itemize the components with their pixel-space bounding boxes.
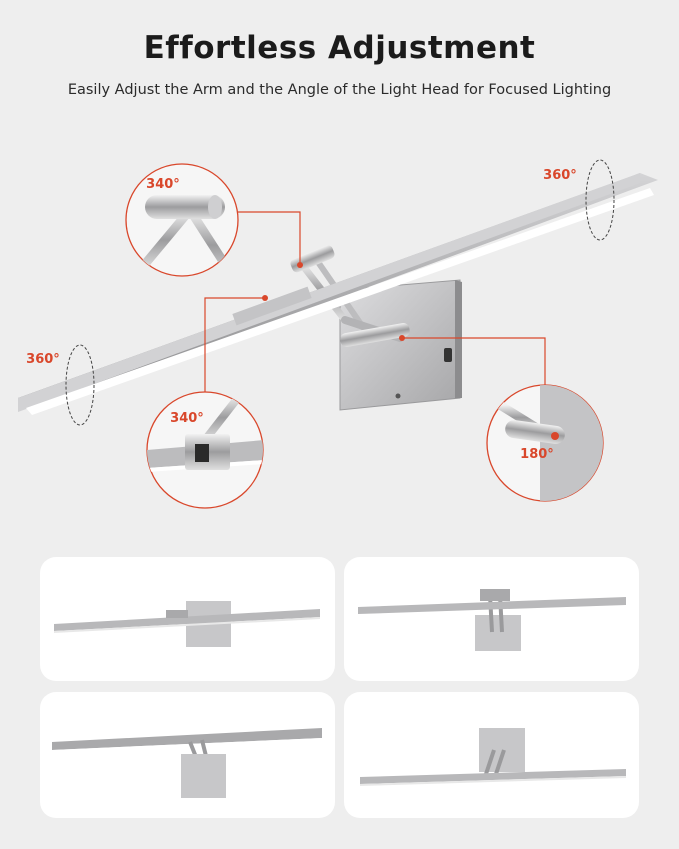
detail-circle-top-left	[126, 164, 238, 280]
lamp-image	[344, 557, 639, 681]
page-subtitle: Easily Adjust the Arm and the Angle of the Light Head for Focused Lighting	[67, 82, 612, 98]
lamp-image	[40, 692, 335, 818]
hero-illustration	[0, 140, 679, 520]
gallery-card-3	[40, 692, 335, 818]
gallery-card-1	[40, 557, 335, 681]
gallery-card-2	[344, 557, 639, 681]
page-title: Effortless Adjustment	[143, 30, 536, 66]
detail-circle-bottom-right	[487, 380, 610, 505]
gallery-card-4	[344, 692, 639, 818]
light-bar	[18, 173, 658, 415]
lamp-image	[344, 692, 639, 818]
label-bottom-left: 340°	[170, 411, 204, 426]
lamp-image	[40, 557, 335, 681]
label-left: 360°	[26, 352, 60, 367]
label-top-left: 340°	[146, 177, 180, 192]
detail-circle-bottom-left	[147, 392, 265, 508]
label-top-right: 360°	[543, 168, 577, 183]
label-bottom-right: 180°	[520, 447, 554, 462]
